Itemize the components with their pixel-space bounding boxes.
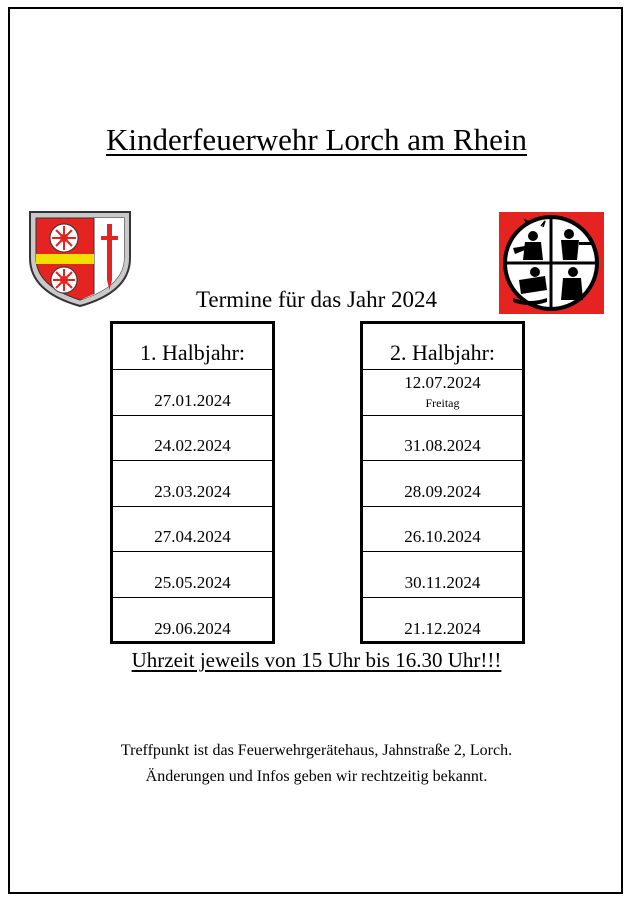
table-row xyxy=(113,461,272,507)
date-cell: 27.01.2024 xyxy=(154,390,231,410)
footer-meeting-point: Treffpunkt ist das Feuerwehrgerätehaus, Jahnstraße 2, Lorch. xyxy=(120,742,513,759)
table-row xyxy=(363,598,522,644)
date-cell: 24.02.2024 xyxy=(154,436,231,455)
table-row xyxy=(363,507,522,553)
date-cell: 12.07.2024 xyxy=(404,373,481,392)
table-row xyxy=(113,507,272,553)
table-row xyxy=(113,552,272,598)
date-cell: 25.05.2024 xyxy=(154,572,231,592)
date-cell: 31.08.2024 xyxy=(404,436,481,455)
weekday-note: Freitag xyxy=(425,396,460,410)
table-row xyxy=(363,370,522,416)
date-cell: 26.10.2024 xyxy=(404,527,481,546)
time-note: Uhrzeit jeweils von 15 Uhr bis 16.30 Uhr!!! xyxy=(131,648,502,672)
table-row xyxy=(113,416,272,462)
subtitle: Termine für das Jahr 2024 xyxy=(195,287,438,312)
date-cell: 21.12.2024 xyxy=(404,619,481,638)
page-title: Kinderfeuerwehr Lorch am Rhein xyxy=(106,122,527,157)
date-cell: 27.04.2024 xyxy=(154,527,231,546)
first-half-header: 1. Halbjahr: xyxy=(113,324,272,370)
table-row xyxy=(363,461,522,507)
date-cell: 28.09.2024 xyxy=(404,481,481,501)
footer-changes-note: Änderungen und Infos geben wir rechtzeitig bekannt. xyxy=(145,768,488,785)
table-row xyxy=(113,370,272,416)
table-row xyxy=(113,598,272,644)
table-row xyxy=(363,552,522,598)
date-cell: 23.03.2024 xyxy=(154,481,231,501)
second-half-table xyxy=(360,321,525,644)
footer xyxy=(0,738,633,790)
date-cell: 30.11.2024 xyxy=(404,572,481,592)
table-row xyxy=(363,416,522,462)
date-cell: 29.06.2024 xyxy=(154,619,231,638)
first-half-table xyxy=(110,321,275,644)
second-half-header: 2. Halbjahr: xyxy=(363,324,522,370)
